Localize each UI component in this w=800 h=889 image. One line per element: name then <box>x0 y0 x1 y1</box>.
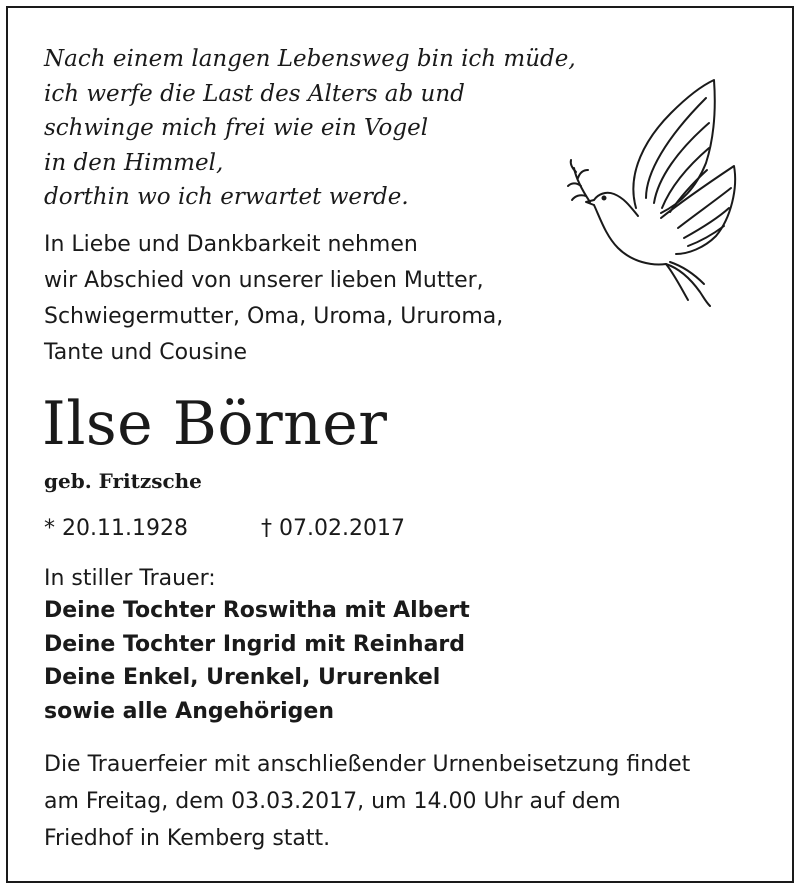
dove-with-olive-branch-icon <box>566 78 746 308</box>
poem-line: dorthin wo ich erwartet werde. <box>44 184 409 210</box>
poem-line: ich werfe die Last des Alters ab und <box>44 80 465 107</box>
deceased-name: Ilse Börner <box>42 389 388 459</box>
mourner-line: Deine Tochter Roswitha mit Albert <box>44 598 470 623</box>
intro-line: Tante und Cousine <box>44 340 248 365</box>
farewell-intro <box>44 227 503 371</box>
death-date: † 07.02.2017 <box>261 516 405 541</box>
funeral-line: Die Trauerfeier mit anschließender Urnenbeisetzung findet <box>44 752 691 777</box>
mourner-line: Deine Tochter Ingrid mit Reinhard <box>44 631 466 657</box>
intro-line: In Liebe und Dankbarkeit nehmen <box>44 232 418 257</box>
funeral-details <box>44 746 690 857</box>
funeral-line: am Freitag, dem 03.03.2017, um 14.00 Uhr auf dem <box>44 789 621 814</box>
intro-line: Schwiegermutter, Oma, Uroma, Ururoma, <box>44 304 504 329</box>
birth-date: * 20.11.1928 <box>44 516 188 541</box>
maiden-name: geb. Fritzsche <box>44 469 202 493</box>
mourner-line: sowie alle Angehörigen <box>44 698 335 724</box>
poem-line: schwinge mich frei wie ein Vogel <box>44 115 429 141</box>
poem-line: in den Himmel, <box>44 149 224 176</box>
poem <box>44 42 576 215</box>
mourner-line: Deine Enkel, Urenkel, Ururenkel <box>44 665 441 690</box>
mourning-label: In stiller Trauer: <box>44 566 216 591</box>
funeral-line: Friedhof in Kemberg statt. <box>44 826 331 851</box>
mourners-list <box>44 594 470 728</box>
poem-line: Nach einem langen Lebensweg bin ich müde, <box>44 46 576 72</box>
intro-line: wir Abschied von unserer lieben Mutter, <box>44 268 484 293</box>
